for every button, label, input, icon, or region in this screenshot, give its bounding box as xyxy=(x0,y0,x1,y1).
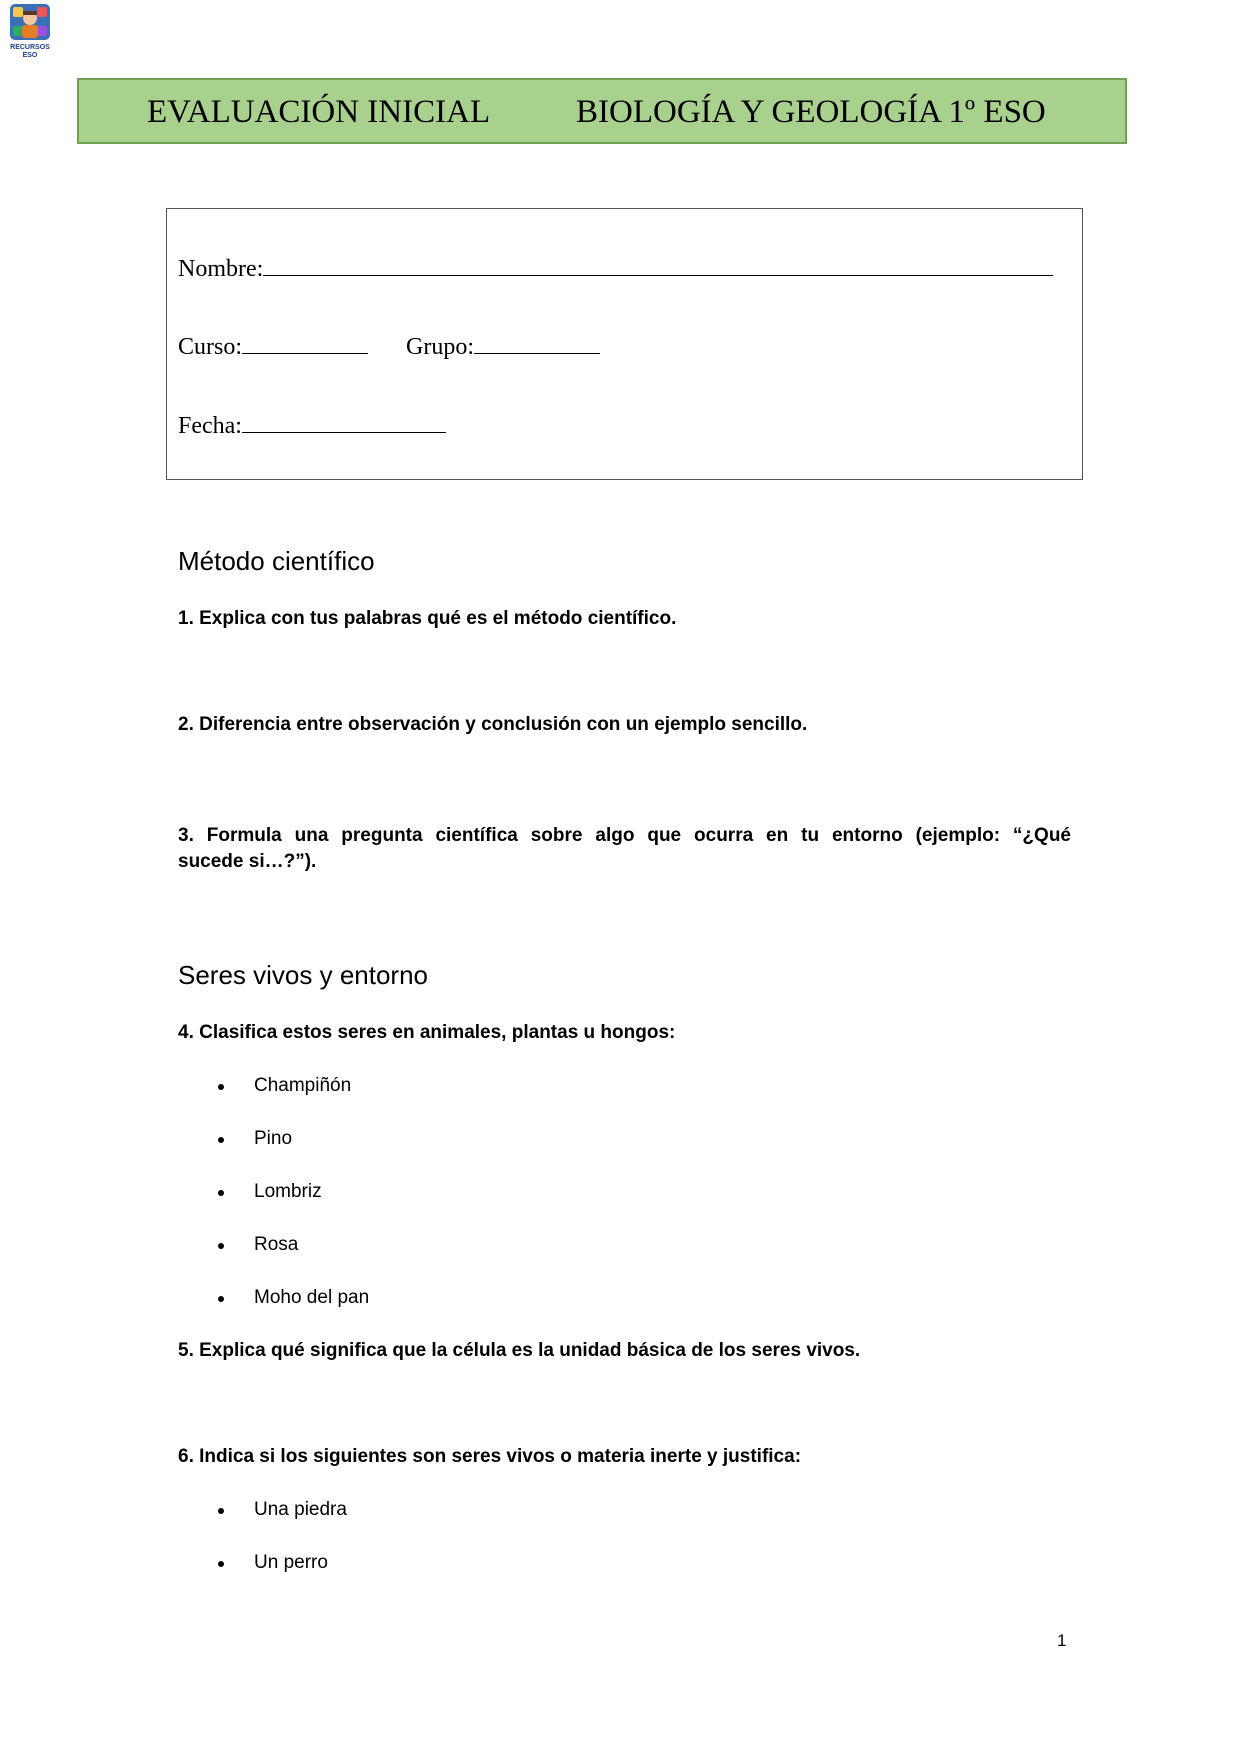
date-blank-field[interactable] xyxy=(242,410,446,433)
bullet-dot-icon xyxy=(218,1296,224,1302)
group-blank-field[interactable] xyxy=(474,331,600,354)
bullet-dot-icon xyxy=(218,1243,224,1249)
question-4: 4. Clasifica estos seres en animales, plantas u hongos: xyxy=(178,1022,676,1043)
question-3-line-2: sucede si…?”). xyxy=(178,851,317,872)
course-blank-field[interactable] xyxy=(242,331,368,354)
section-title-metodo-cientifico: Método científico xyxy=(178,546,375,576)
question-2: 2. Diferencia entre observación y conclusión con un ejemplo sencillo. xyxy=(178,714,808,735)
bullet-dot-icon xyxy=(218,1137,224,1143)
recursos-eso-logo xyxy=(8,2,52,60)
svg-text:RECURSOS: RECURSOS xyxy=(10,44,50,51)
bullet-dot-icon xyxy=(218,1084,224,1090)
svg-text:ESO: ESO xyxy=(22,52,38,59)
question-3-line-1: 3. Formula una pregunta científica sobre algo que ocurra en tu entorno (ejemplo: “¿Qué xyxy=(178,825,1071,846)
group-label: Grupo: xyxy=(406,334,475,360)
header-left-title: EVALUACIÓN INICIAL xyxy=(147,94,491,130)
date-line xyxy=(178,410,446,440)
question-1: 1. Explica con tus palabras qué es el método científico. xyxy=(178,608,677,629)
date-label: Fecha: xyxy=(178,413,242,439)
name-line xyxy=(178,253,1053,283)
header-banner xyxy=(77,78,1127,144)
student-info-box xyxy=(166,208,1083,480)
bullet-dot-icon xyxy=(218,1561,224,1567)
section-title-seres-vivos: Seres vivos y entorno xyxy=(178,960,429,990)
bullet-dot-icon xyxy=(218,1508,224,1514)
question-5: 5. Explica qué significa que la célula es la unidad básica de los seres vivos. xyxy=(178,1340,861,1361)
header-right-title: BIOLOGÍA Y GEOLOGÍA 1º ESO xyxy=(576,94,1046,130)
course-group-line xyxy=(178,331,600,361)
name-label: Nombre: xyxy=(178,256,264,282)
question-6: 6. Indica si los siguientes son seres vivos o materia inerte y justifica: xyxy=(178,1446,802,1467)
page-number: 1 xyxy=(1057,1631,1067,1650)
name-blank-field[interactable] xyxy=(263,253,1053,276)
course-label: Curso: xyxy=(178,334,243,360)
bullet-dot-icon xyxy=(218,1190,224,1196)
